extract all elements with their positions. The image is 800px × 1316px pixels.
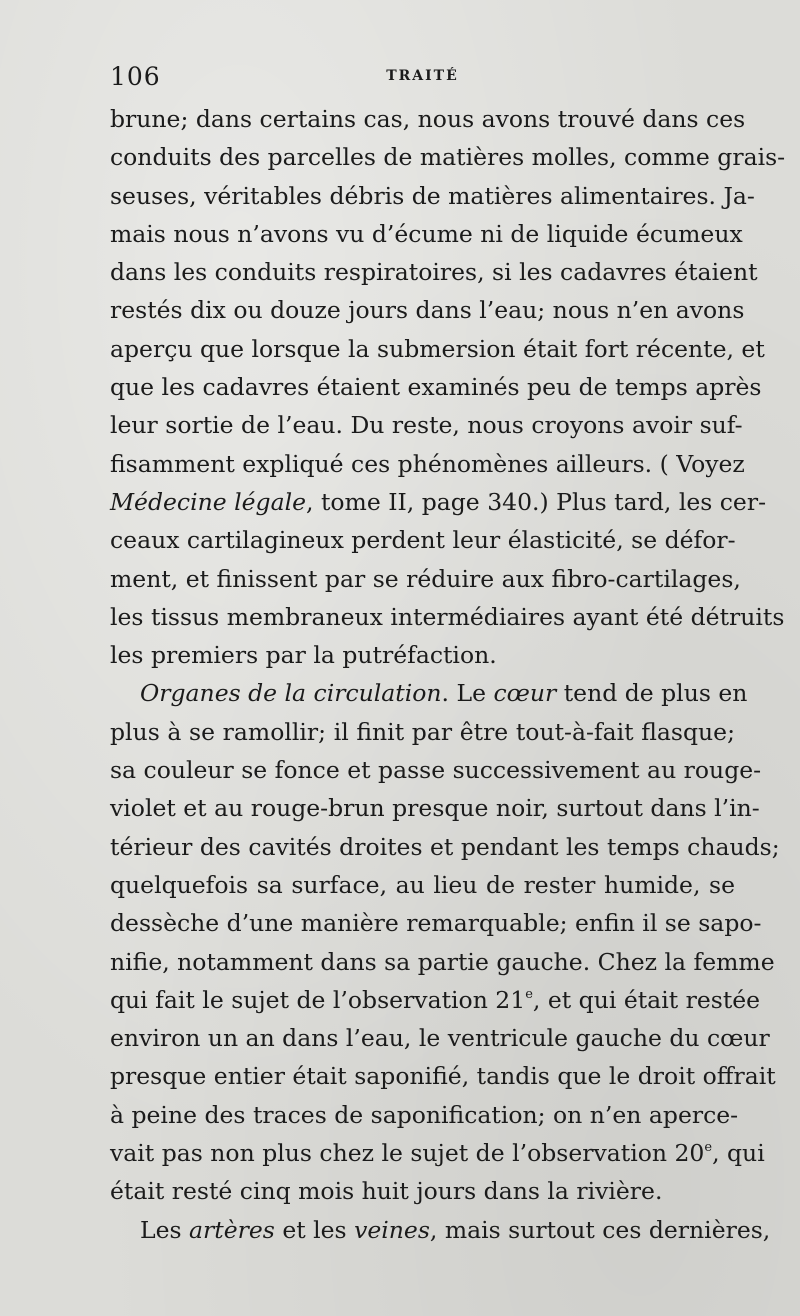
italic-text: cœur	[493, 679, 557, 708]
text-segment: tend de plus en	[556, 679, 748, 708]
text-line	[110, 215, 743, 253]
italic-text: Médecine légale	[110, 487, 307, 516]
text-line	[110, 1211, 771, 1249]
text-line	[110, 330, 765, 368]
page-number: 106	[110, 62, 161, 91]
text-segment: les premiers par la putréfaction.	[110, 641, 497, 670]
text-segment: sa couleur se fonce et passe successivement au rouge-	[110, 756, 762, 785]
text-segment: , tome II, page 340.) Plus tard, les cer-	[306, 487, 767, 516]
text-line	[110, 560, 741, 598]
text-segment: qui fait le sujet de l’observation 21	[110, 985, 526, 1014]
text-line	[110, 904, 762, 942]
text-segment: restés dix ou douze jours dans l’eau; nous n’en avons	[110, 296, 745, 325]
text-line	[110, 943, 775, 981]
body-text	[110, 100, 786, 1249]
text-segment: environ un an dans l’eau, le ventricule gauche du cœur	[110, 1024, 770, 1053]
text-line	[110, 751, 762, 789]
text-segment: aperçu que lorsque la submersion était fort récente, et	[110, 334, 765, 363]
text-segment: fisamment expliqué ces phénomènes ailleurs. ( Voyez	[110, 449, 745, 478]
text-segment: conduits des parcelles de matières molles, comme grais-	[110, 143, 786, 172]
text-line	[110, 789, 760, 827]
text-line	[110, 981, 761, 1019]
text-segment: nifie, notamment dans sa partie gauche. Chez la femme	[110, 947, 775, 976]
text-segment: térieur des cavités droites et pendant les temps chauds;	[110, 832, 780, 861]
italic-text: artères	[189, 1215, 275, 1244]
running-title: TRAITÉ	[386, 68, 459, 84]
text-line	[110, 177, 755, 215]
italic-text: veines	[354, 1215, 430, 1244]
superscript: e	[525, 986, 533, 1002]
text-segment: Les	[140, 1215, 190, 1244]
text-line	[110, 368, 762, 406]
text-line	[110, 1172, 735, 1210]
text-segment: . Le	[441, 679, 494, 708]
text-segment: plus à se ramollir; il finit par être tout-à-fait flasque;	[110, 717, 735, 746]
text-line	[110, 1057, 776, 1095]
text-segment: les tissus membraneux intermédiaires ayant été détruits	[110, 602, 785, 631]
text-line	[110, 636, 735, 674]
text-line	[110, 1019, 770, 1057]
text-segment: que les cadavres étaient examinés peu de temps après	[110, 373, 762, 402]
text-segment: vait pas non plus chez le sujet de l’observation 20	[110, 1139, 705, 1168]
text-line	[110, 828, 780, 866]
text-segment: , et qui était restée	[532, 985, 761, 1014]
text-segment: était resté cinq mois huit jours dans la rivière.	[110, 1177, 663, 1206]
text-segment: dans les conduits respiratoires, si les cadavres étaient	[110, 258, 758, 287]
text-line	[110, 1134, 765, 1172]
running-head	[110, 62, 735, 92]
text-line	[110, 521, 735, 559]
text-segment: ment, et finissent par se réduire aux fibro-cartilages,	[110, 564, 741, 593]
text-line	[110, 674, 748, 712]
text-line	[110, 100, 746, 138]
text-line	[110, 138, 786, 176]
text-segment: ceaux cartilagineux perdent leur élasticité, se défor-	[110, 526, 736, 555]
text-line	[110, 1096, 739, 1134]
text-segment: brune; dans certains cas, nous avons trouvé dans ces	[110, 105, 746, 133]
text-segment: violet et au rouge-brun presque noir, surtout dans l’in-	[110, 794, 760, 823]
text-segment: à peine des traces de saponification; on n’en aperce-	[110, 1100, 739, 1129]
text-segment: seuses, véritables débris de matières alimentaires. Ja-	[110, 181, 755, 210]
text-segment: presque entier était saponifié, tandis que le droit offrait	[110, 1062, 776, 1091]
text-line	[110, 483, 767, 521]
text-line	[110, 253, 758, 291]
text-line	[110, 406, 743, 444]
superscript: e	[704, 1140, 713, 1156]
text-segment: , qui	[712, 1139, 765, 1168]
text-segment: mais nous n’avons vu d’écume ni de liquide écumeux	[110, 219, 743, 248]
text-segment: et les	[274, 1215, 355, 1244]
text-line	[110, 445, 745, 483]
text-segment: quelquefois sa surface, au lieu de rester humide, se	[110, 870, 735, 899]
text-line	[110, 598, 785, 636]
text-segment: dessèche d’une manière remarquable; enfin il se sapo-	[110, 909, 762, 938]
text-segment: leur sortie de l’eau. Du reste, nous croyons avoir suf-	[110, 411, 743, 440]
text-line	[110, 291, 745, 329]
text-line	[110, 866, 735, 904]
text-segment: , mais surtout ces dernières,	[429, 1215, 771, 1244]
text-line	[110, 713, 735, 751]
italic-text: Organes de la circulation	[140, 679, 442, 708]
